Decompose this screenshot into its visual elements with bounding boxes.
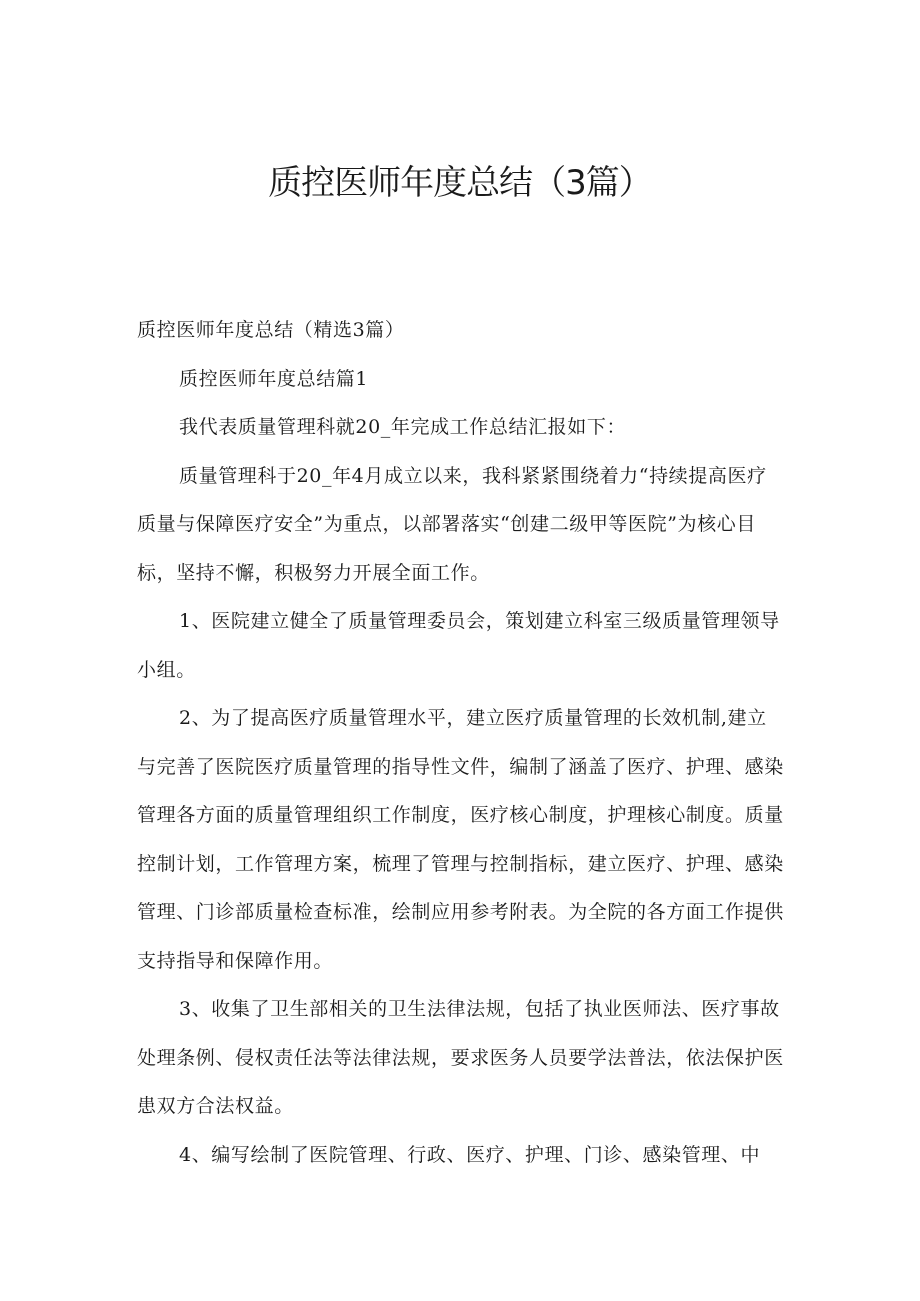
document-subtitle: 质控医师年度总结（精选3篇） xyxy=(137,319,405,341)
section-heading: 质控医师年度总结篇1 xyxy=(179,367,369,390)
paragraph: 我代表质量管理科就20_年完成工作总结汇报如下： xyxy=(179,416,627,438)
paragraph: 4、编写绘制了医院管理、行政、医疗、护理、门诊、感染管理、中 xyxy=(179,1143,761,1166)
paragraph: 2、为了提高医疗质量管理水平，建立医疗质量管理的长效机制,建立与完善了医院医疗质量管理的指导性文件，编制了涵盖了医疗、护理、感染管理各方面的质量管理组织工作制度，医疗核心制度，护理核心制度。质量控制计划，工作管理方案，梳理了管理与控制指标，建立医疗、护理、感染管理、门诊部质量检查标准，绘制应用参考附表。为全院的各方面工作提供支持指导和保障作用。 xyxy=(137,707,784,972)
paragraph: 1、医院建立健全了质量管理委员会，策划建立科室三级质量管理领导小组。 xyxy=(137,610,780,681)
document-body xyxy=(137,306,785,1179)
paragraph: 3、收集了卫生部相关的卫生法律法规，包括了执业医师法、医疗事故处理条例、侵权责任法等法律法规，要求医务人员要学法普法，依法保护医患双方合法权益。 xyxy=(137,998,784,1117)
paragraph: 质量管理科于20_年4月成立以来，我科紧紧围绕着力“持续提高医疗质量与保障医疗安全”为重点，以部署落实“创建二级甲等医院”为核心目标，坚持不懈，积极努力开展全面工作。 xyxy=(137,464,767,584)
document-title: 质控医师年度总结（3篇） xyxy=(268,163,652,203)
